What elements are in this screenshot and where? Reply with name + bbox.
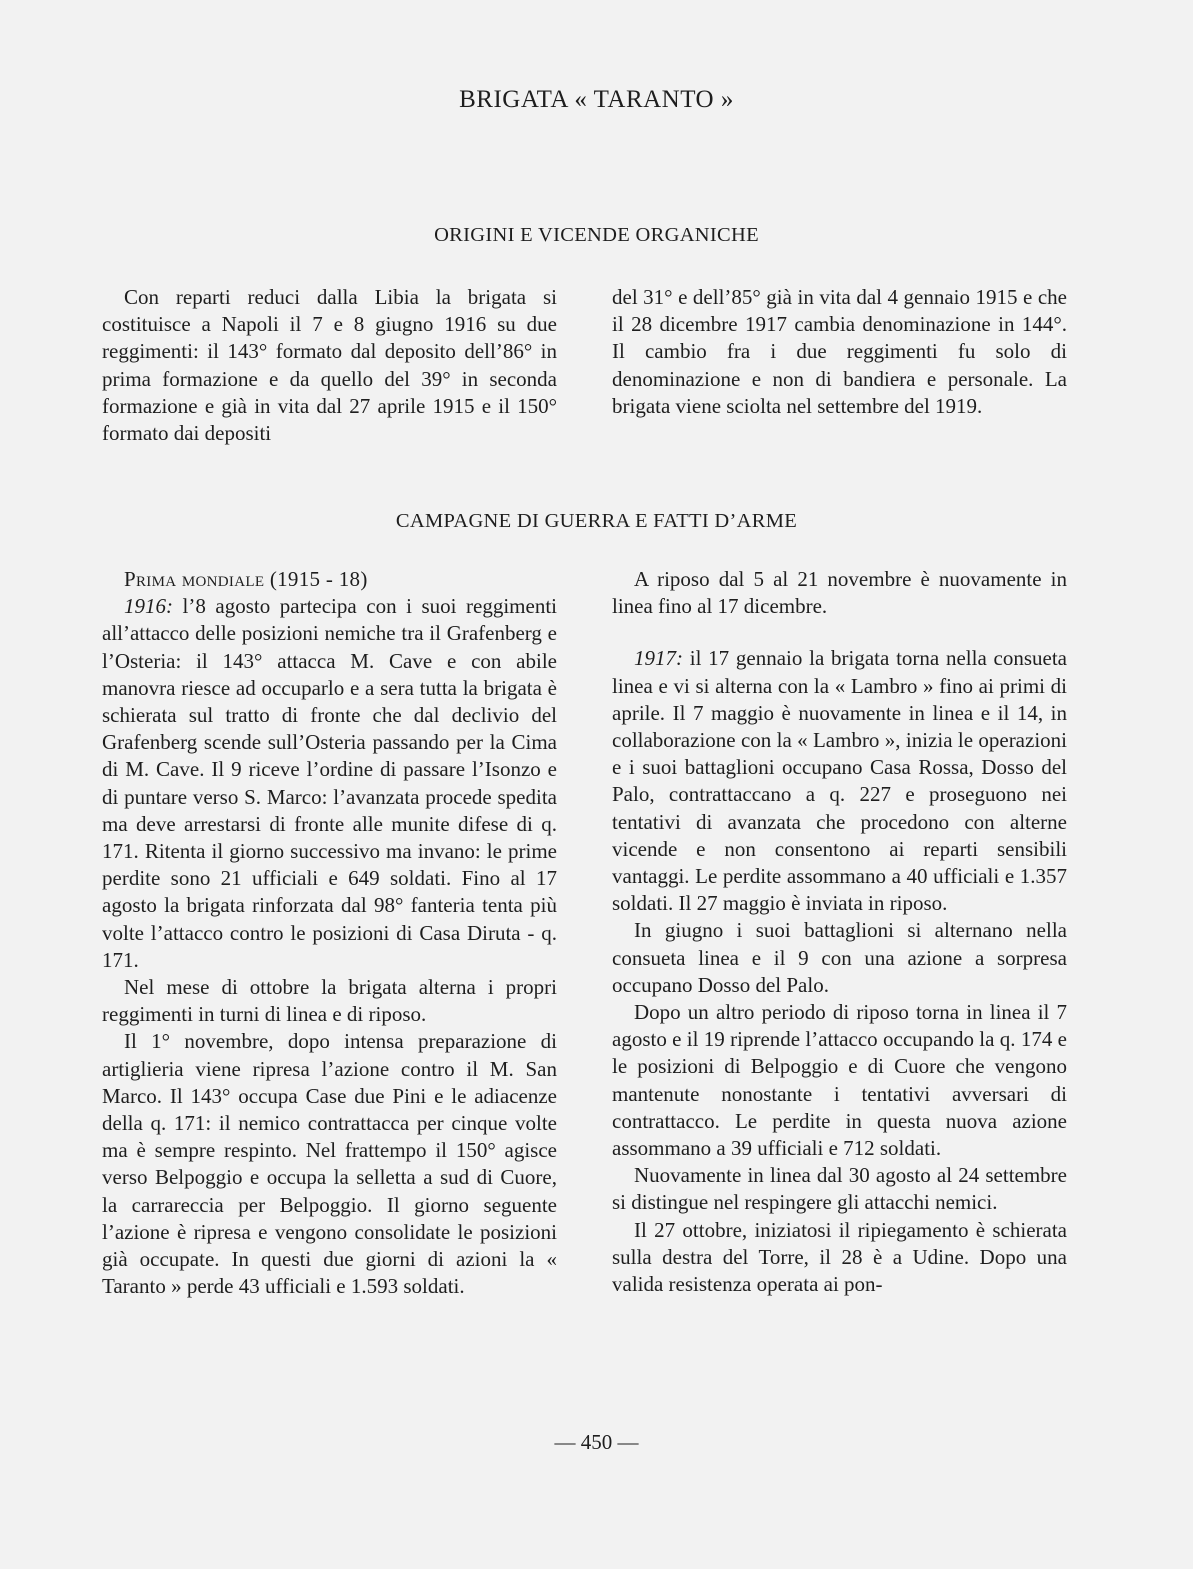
paragraph-ottobre-1917: Il 27 ottobre, iniziatosi il ripiegamento è schierata sulla destra del Torre, il 28 è a Udine. Dopo una valida resistenza operata ai pon- (612, 1217, 1067, 1297)
paragraph-riposo: A riposo dal 5 al 21 novembre è nuovamente in linea fino al 17 dicembre. (612, 567, 1067, 619)
paragraph-1917 (612, 645, 1067, 917)
page-title: BRIGATA « TARANTO » (459, 86, 734, 113)
origini-left-column (102, 284, 557, 447)
year-label-1917: 1917: (634, 646, 683, 671)
origini-paragraph-right: del 31° e dell’85° già in vita dal 4 gennaio 1915 e che il 28 dicembre 1917 cambia denominazione in 144°. Il cambio fra i due reggimenti fu solo di denominazione e non di bandiera e personale. La brigata viene sciolta nel settembre del 1919. (612, 285, 1067, 418)
paragraph-settembre: Nuovamente in linea dal 30 agosto al 24 settembre si distingue nel respingere gli attacchi nemici. (612, 1163, 1067, 1215)
paragraph-ottobre: Nel mese di ottobre la brigata alterna i propri reggimenti in turni di linea e di riposo. (102, 975, 557, 1027)
paragraph-1916 (102, 593, 557, 974)
paragraph-1916-text: l’8 agosto partecipa con i suoi reggimenti all’attacco delle posizioni nemiche tra il Grafenberg e l’Osteria: il 143° attacca M. Cave e con abile manovra riesce ad occuparlo e a sera tutta la brigata è schierata sul tratto di fronte che dal declivio del Grafenberg scende sull’Osteria passando per la Cima di M. Cave. Il 9 riceve l’ordine di passare l’Isonzo e di puntare verso S. Marco: l’avanzata procede spedita ma deve arrestarsi di fronte alle munite difese di q. 171. Ritenta il giorno successivo ma invano: le prime perdite sono 21 ufficiali e 649 soldati. Fino al 17 agosto la brigata rinforzata dal 98° fanteria tenta più volte l’attacco contro le posizioni di Casa Diruta - q. 171. (102, 594, 557, 972)
page-number: — 450 — (554, 1430, 639, 1454)
section-heading-campagne: CAMPAGNE DI GUERRA E FATTI D’ARME (395, 510, 798, 532)
campagne-right-column (612, 566, 1067, 1298)
subheading-prima-mondiale: Prima mondiale (1915 - 18) (124, 567, 368, 591)
paragraph-novembre: Il 1° novembre, dopo intensa preparazione di artiglieria viene ripresa l’azione contro il M. San Marco. Il 143° occupa Case due Pini e le adiacenze della q. 171: il nemico contrattacca per cinque volte ma è sempre respinto. Nel frattempo il 150° agisce verso Belpoggio e occupa la selletta a sud di Cuore, la carrareccia per Belpoggio. Il giorno seguente l’azione è ripresa e vengono consolidate le posizioni già occupate. In questi due giorni di azioni la « Taranto » perde 43 ufficiali e 1.593 soldati. (102, 1029, 557, 1299)
campagne-left-column (102, 566, 557, 1300)
paragraph-giugno: In giugno i suoi battaglioni si alternano nella consueta linea e il 9 con una azione a sorpresa occupano Dosso del Palo. (612, 918, 1067, 997)
paragraph-1917-text: il 17 gennaio la brigata torna nella consueta linea e vi si alterna con la « Lambro » fino ai primi di aprile. Il 7 maggio è nuovamente in linea e il 14, in collaborazione con la « Lambro », inizia le operazioni e i suoi battaglioni occupano Casa Rossa, Dosso del Palo, contrattaccano a q. 227 e proseguono nei tentativi di avanzata che procedono con alterne vicende e non consentono ai reparti sensibili vantaggi. Le perdite assommano a 40 ufficiali e 1.357 soldati. Il 27 maggio è inviata in riposo. (612, 646, 1067, 916)
paragraph-agosto: Dopo un altro periodo di riposo torna in linea il 7 agosto e il 19 riprende l’attacco occupando la q. 174 e le posizioni di Belpoggio e di Cuore che vengono mantenute nonostante i tentativi avversari di contrattacco. Le perdite in questa nuova azione assommano a 39 ufficiali e 712 soldati. (612, 1000, 1067, 1161)
year-label-1916: 1916: (124, 594, 173, 619)
section-heading-origini: ORIGINI E VICENDE ORGANICHE (434, 224, 759, 246)
origini-right-column (612, 284, 1067, 420)
origini-paragraph-left: Con reparti reduci dalla Libia la brigata si costituisce a Napoli il 7 e 8 giugno 1916 su due reggimenti: il 143° formato dal deposito dell’86° in prima formazione e da quello del 39° in seconda formazione e già in vita dal 27 aprile 1915 e il 150° formato dai depositi (102, 285, 557, 446)
